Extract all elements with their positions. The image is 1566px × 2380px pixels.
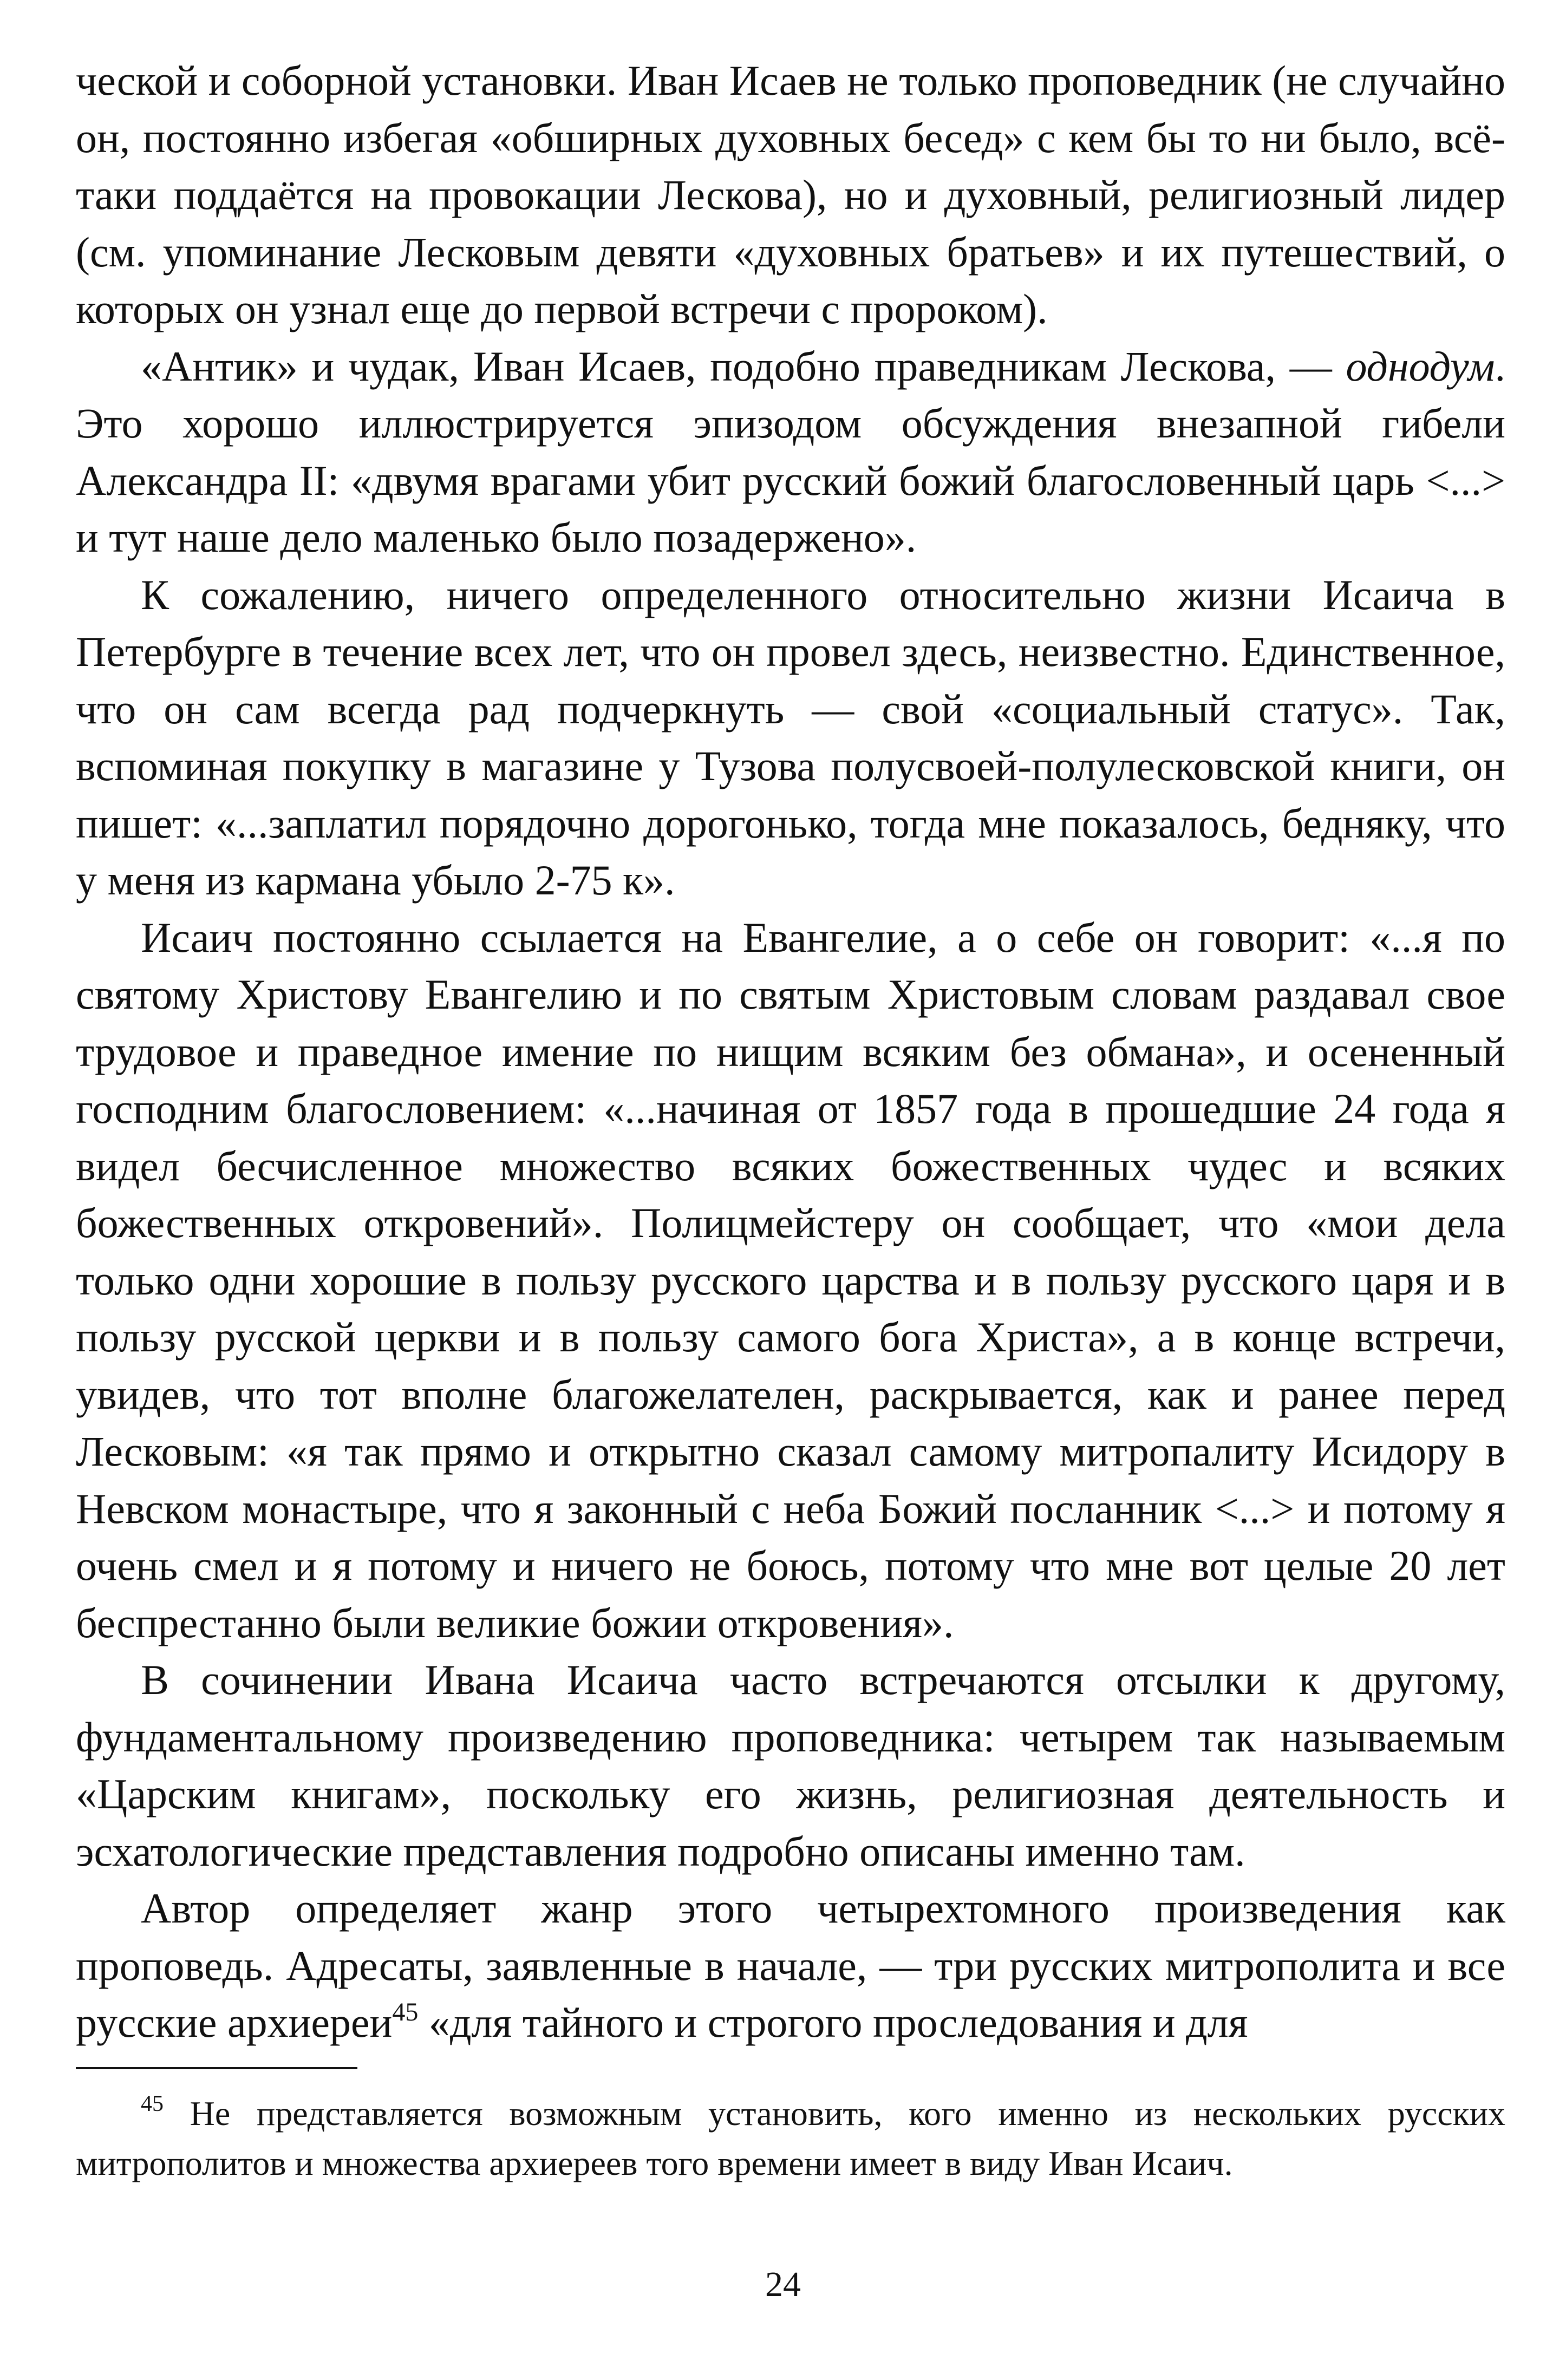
paragraph-gospel: Исаич постоянно ссылается на Евангелие, а о себе он говорит: «...я по святому Христову Евангелию и по святым Христовым словам раздавал свое трудовое и праведное имение по нищим всяким без обмана», и осененный господним благословением: «...начиная от 1857 года в прошедшие 24 года я видел бесчисленное множество всяких божественных чудес и всяких божественных откровений». Полицмейстеру он сообщает, что «мои дела только одни хорошие в пользу русского царства и в пользу русского царя и в пользу русской церкви и в пользу самого бога Христа», а в конце встречи, увидев, что тот вполне благожелателен, раскрывается, как и ранее перед Лесковым: «я так прямо и открытно сказал самому митропалиту Исидору в Невском монастыре, что я законный с неба Божий посланник <...> и потому я очень смел и я потому и ничего не боюсь, потому что мне вот целые 20 лет беспрестанно были великие божии откровения». [76, 913, 1505, 1646]
paragraph-antik-rest: . Это хорошо иллюстрируется эпизодом обсуждения внезапной гибели Александра II: «двумя врагами убит русский божий благословенный царь <...> и тут наше дело маленько было позадержено». [76, 342, 1505, 561]
paragraph-genre [76, 1880, 1505, 2051]
paragraph-antik [76, 338, 1505, 566]
footnote-divider [76, 2067, 357, 2069]
paragraph-continuation: ческой и соборной установки. Иван Исаев не только проповедник (не случайно он, постоянно избегая «обширных духовных бесед» с кем бы то ни было, всё-таки поддаётся на провокации Лескова), но и духовный, религиозный лидер (см. упоминание Лесковым девяти «духовных братьев» и их путешествий, о которых он узнал еще до первой встречи с пророком). [76, 57, 1505, 332]
emphasis-odnodum: однодум [1346, 342, 1495, 390]
footnote-text: Не представляется возможным установить, кого именно из нескольких русских митрополитов и множества архиереев того времени имеет в виду Иван Исаич. [76, 2094, 1505, 2182]
paragraph-genre-rest: «для тайного и строгого проследования и для [418, 1999, 1248, 2046]
footnote-number: 45 [141, 2091, 164, 2116]
paragraph-antik-lead: «Антик» и чудак, Иван Исаев, подобно праведникам Лескова, — [141, 342, 1346, 390]
footnote-ref-45[interactable]: 45 [392, 1998, 419, 2026]
paragraph-genre-lead: Автор определяет жанр этого четырехтомного произведения как проповедь. Адресаты, заявленные в начале, — три русских митрополита и все русские архиереи [76, 1885, 1505, 2046]
main-text [76, 52, 1505, 2051]
footnotes [76, 2089, 1505, 2188]
paragraph-petersburg: К сожалению, ничего определенного относительно жизни Исаича в Петербурге в течение всех лет, что он провел здесь, неизвестно. Единственное, что он сам всегда рад подчеркнуть — свой «социальный статус». Так, вспоминая покупку в магазине у Тузова полусвоей-полулесковской книги, он пишет: «...заплатил порядочно дорогонько, тогда мне показалось, бедняку, что у меня из кармана убыло 2-75 к». [76, 571, 1505, 904]
page-body [76, 52, 1505, 2051]
paragraph-tsar-books: В сочинении Ивана Исаича часто встречаются отсылки к другому, фундаментальному произведению проповедника: четырем так называемым «Царским книгам», поскольку его жизнь, религиозная деятельность и эсхатологические представления подробно описаны именно там. [76, 1656, 1505, 1875]
footnote-45 [76, 2089, 1505, 2188]
page-number: 24 [765, 2265, 801, 2304]
